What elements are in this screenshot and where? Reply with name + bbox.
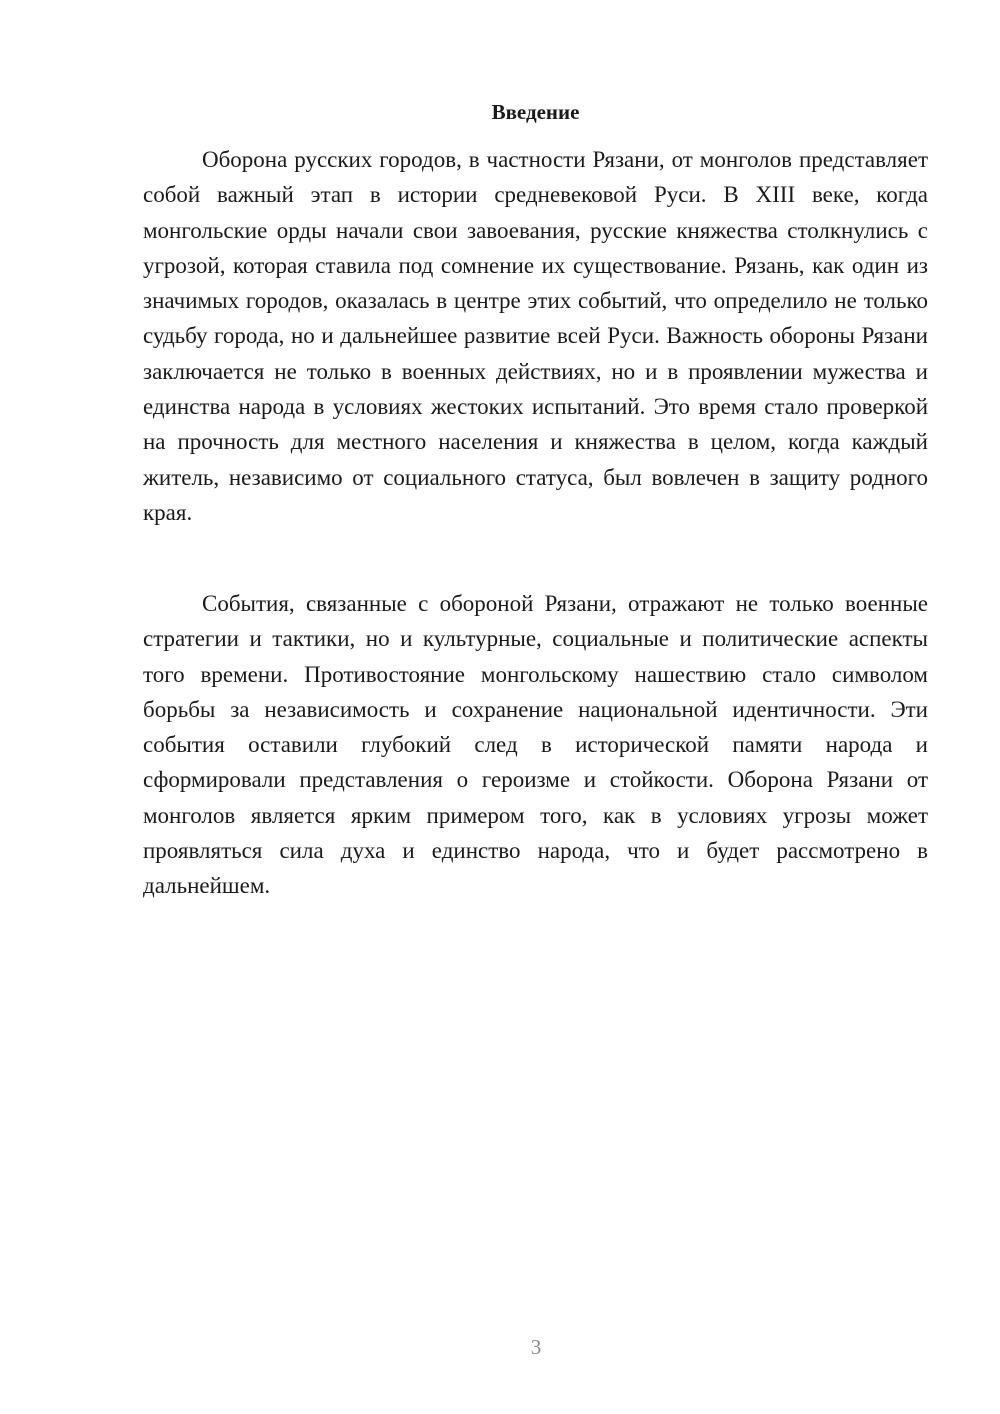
section-title: Введение: [491, 100, 580, 124]
page-number: 3: [530, 1335, 542, 1359]
body-paragraph-2: События, связанные с обороной Рязани, отражают не только военные стратегии и тактики, но и культурные, социальные и политические аспекты того времени. Противостояние монгольскому нашествию стало символом борьбы за независимость и сохранение национальной идентичности. Эти события оставили глубокий след в исторической памяти народа и сформировали представления о героизме и стойкости. Оборона Рязани от монголов является ярким примером того, как в условиях угрозы может проявляться сила духа и единство народа, что и будет рассмотрено в дальнейшем.: [143, 591, 928, 899]
body-paragraph-1: Оборона русских городов, в частности Рязани, от монголов представляет собой важный этап в истории средневековой Руси. В XIII веке, когда монгольские орды начали свои завоевания, русские княжества столкнулись с угрозой, которая ставила под сомнение их существование. Рязань, как один из значимых городов, оказалась в центре этих событий, что определило не только судьбу города, но и дальнейшее развитие всей Руси. Важность обороны Рязани заключается не только в военных действиях, но и в проявлении мужества и единства народа в условиях жестоких испытаний. Это время стало проверкой на прочность для местного населения и княжества в целом, когда каждый житель, независимо от социального статуса, был вовлечен в защиту родного края.: [143, 147, 928, 525]
